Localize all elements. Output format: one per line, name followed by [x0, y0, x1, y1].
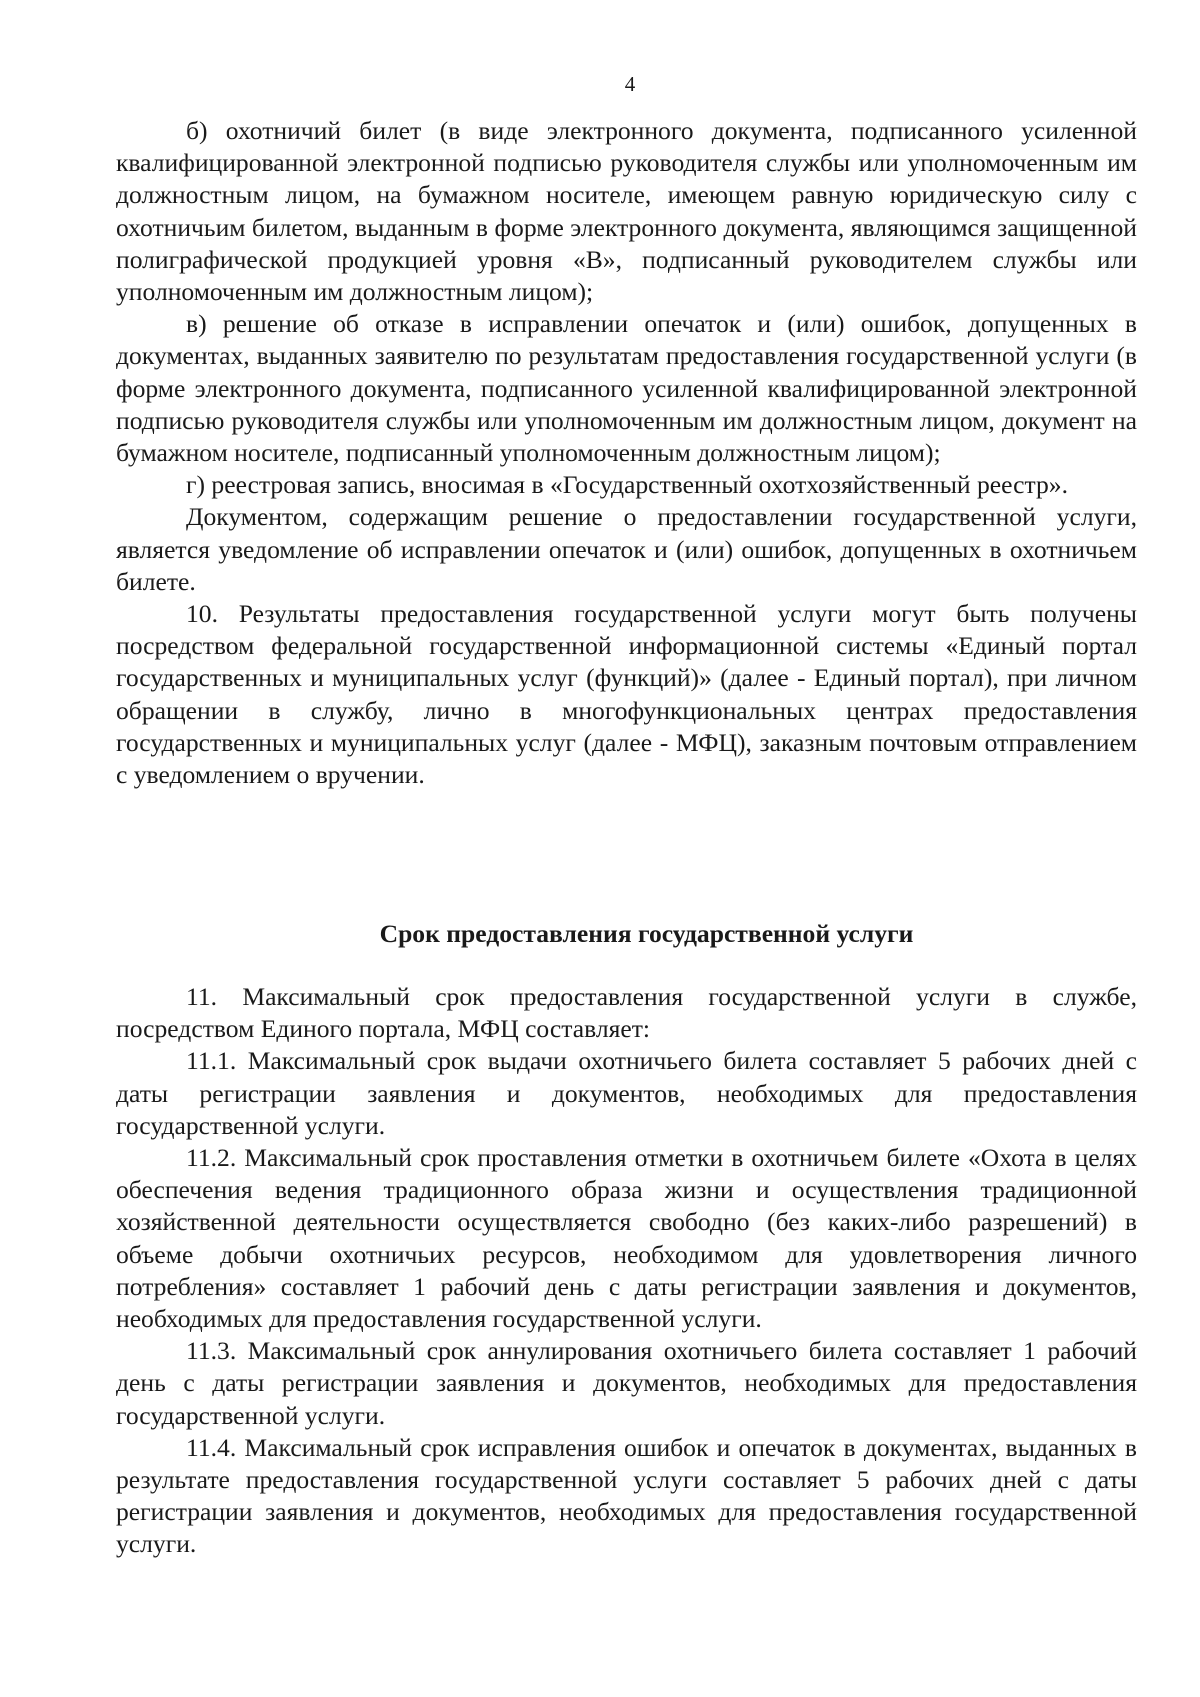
paragraph-clause-11-1: 11.1. Максимальный срок выдачи охотничьего билета составляет 5 рабочих дней с даты регистрации заявления и документов, необходимых для предоставления государственной услуги.: [116, 1046, 1137, 1140]
paragraph-item-g: г) реестровая запись, вносимая в «Государственный охотхозяйственный реестр».: [186, 470, 1068, 500]
paragraph-decision-document: Документом, содержащим решение о предоставлении государственной услуги, является уведомление об исправлении опечаток и (или) ошибок, допущенных в охотничьем билете.: [116, 502, 1137, 596]
paragraph-item-b: б) охотничий билет (в виде электронного документа, подписанного усиленной квалифицированной электронной подписью руководителя службы или уполномоченным им должностным лицом, на бумажном носителе, имеющем равную юридическую силу с охотничьим билетом, выданным в форме электронного документа, являющимся защищенной полиграфической продукцией уровня «В», подписанный руководителем службы или уполномоченным им должностным лицом);: [116, 116, 1137, 307]
section-heading: Срок предоставления государственной услуги: [379, 919, 914, 948]
results-section: [116, 115, 1137, 791]
paragraph-clause-11-3: 11.3. Максимальный срок аннулирования охотничьего билета составляет 1 рабочий день с даты регистрации заявления и документов, необходимых для предоставления государственной услуги.: [116, 1336, 1137, 1430]
term-section: [116, 981, 1137, 1561]
paragraph-clause-11: 11. Максимальный срок предоставления государственной услуги в службе, посредством Единого портала, МФЦ составляет:: [116, 982, 1137, 1044]
paragraph-clause-11-4: 11.4. Максимальный срок исправления ошибок и опечаток в документах, выданных в результате предоставления государственной услуги составляет 5 рабочих дней с даты регистрации заявления и документов, необходимых для предоставления государственной услуги.: [116, 1432, 1137, 1559]
paragraph-clause-10: 10. Результаты предоставления государственной услуги могут быть получены посредством федеральной государственной информационной системы «Единый портал государственных и муниципальных услуг (функций)» (далее - Единый портал), при личном обращении в службу, лично в многофункциональных центрах предоставления государственных и муниципальных услуг (далее - МФЦ), заказным почтовым отправлением с уведомлением о вручении.: [116, 599, 1137, 790]
paragraph-item-v: в) решение об отказе в исправлении опечаток и (или) ошибок, допущенных в документах, выданных заявителю по результатам предоставления государственной услуги (в форме электронного документа, подписанного усиленной квалифицированной электронной подписью руководителя службы или уполномоченным им должностным лицом, документ на бумажном носителе, подписанный уполномоченным должностным лицом);: [116, 309, 1137, 468]
paragraph-clause-11-2: 11.2. Максимальный срок проставления отметки в охотничьем билете «Охота в целях обеспечения ведения традиционного образа жизни и осуществления традиционной хозяйственной деятельности осуществляется свободно (без каких-либо разрешений) в объеме добычи охотничьих ресурсов, необходимом для удовлетворения личного потребления» составляет 1 рабочий день с даты регистрации заявления и документов, необходимых для предоставления государственной услуги.: [116, 1143, 1137, 1334]
term-section-heading-wrap: [116, 918, 1137, 950]
page-number: 4: [624, 72, 636, 96]
